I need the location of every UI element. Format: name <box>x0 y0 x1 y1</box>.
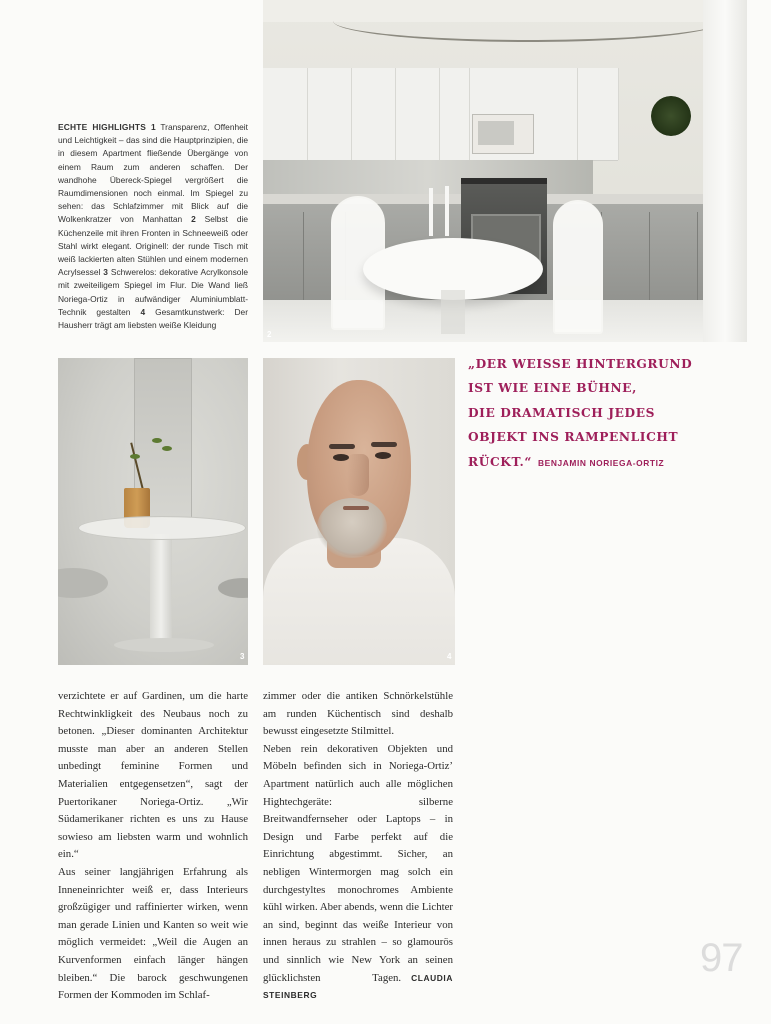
photo-number-3: 3 <box>240 652 245 661</box>
kitchen-photo <box>263 0 747 342</box>
caption-3-number: 3 <box>103 267 111 278</box>
portrait-brow-left <box>329 444 355 449</box>
stool-left <box>58 568 108 598</box>
plant-leaf <box>162 446 172 451</box>
body-paragraph: Aus seiner langjährigen Erfahrung als Inneneinrichter weiß er, dass Interieurs großzügiger und raffinierter wirken, wenn man gerade Linien und Kanten so weit wie möglich vermeidet: „Weil die Augen an Kurvenformen einfach länger hängen bleiben.“ Die barock geschwungenen Formen der Kommoden im Schlaf- <box>58 865 248 1002</box>
quote-line-2: IST WIE EINE BÜHNE, <box>468 381 637 396</box>
kitchen-chair-right <box>553 200 603 334</box>
body-paragraph: verzichtete er auf Gardinen, um die harte Rechtwinkligkeit des Neubaus noch zu betonen. „Dieser dominanten Architektur musste man aber an anderen Stellen unbedingt feminine Formen und Materialien entgegensetzen“, sagt der Puertorikaner Noriega-Ortiz. „Wir Südamerikaner richten es uns zu Hause sowieso am liebsten warm und wohnlich ein.“ <box>58 690 248 861</box>
plant-leaf <box>152 438 162 443</box>
captions-label: ECHTE HIGHLIGHTS <box>58 122 151 132</box>
portrait-eye-right <box>375 452 391 459</box>
quote-line-5-text: RÜCKT.“ <box>468 454 532 469</box>
body-paragraph-text: Neben rein dekorativen Objekten und Möbeln befinden sich in Noriega-Ortiz’ Apartment natürlich auch alle möglichen Hightechgeräte: silberne Breitwandfernseher oder Laptops – in Design und Farbe perfekt auf die Einrichtung abgestimmt. Sicher, an nebligen Wintermorgen mag solch ein durchgestyltes monochromes Ambiente kühl wirken. Aber abends, wenn die Lichter an sind, beginnt das weiße Interieur von innen heraus zu strahlen – so glamourös und sinnlich wie New York an seinen glücklichsten Tagen. <box>263 742 453 984</box>
quote-line-5 <box>468 450 758 475</box>
photo-number-2: 2 <box>267 330 272 339</box>
table-base <box>114 638 214 652</box>
caption-4-number: 4 <box>140 306 156 317</box>
portrait-brow-right <box>371 442 397 447</box>
stool-right <box>218 578 248 598</box>
kitchen-curtain <box>703 0 747 342</box>
caption-4-text: Gesamtkunstwerk: Der Hausherr trägt am liebsten weiße Kleidung <box>58 306 248 331</box>
caption-1-text: Transparenz, Offenheit und Leichtigkeit – das sind die Hauptprinzipien, die in diesem Apartment fließende Übergänge von einem Raum zum anderen schaffen. Der wandhohe Übereck-Spiegel vergrößert die Raumdimensionen noch einmal. Im Spiegel zu sehen: das Schlafzimmer mit Blick auf die Wolkenkratzer von Manhattan <box>58 122 248 225</box>
table-pedestal <box>150 534 172 644</box>
author-signature: CLAUDIA STEINBERG <box>263 972 453 1001</box>
quote-line-3: DIE DRAMATISCH JEDES <box>468 405 655 420</box>
pull-quote <box>468 352 758 475</box>
page-number: 97 <box>700 936 743 980</box>
kitchen-light-track <box>333 0 723 42</box>
body-column-1 <box>58 688 248 1005</box>
body-paragraph <box>263 741 453 1005</box>
portrait-mouth <box>343 506 369 510</box>
kitchen-table-leg <box>441 290 465 334</box>
plant-leaf <box>130 454 140 459</box>
quote-author: BENJAMIN NORIEGA-ORTIZ <box>538 457 665 468</box>
caption-2-number: 2 <box>191 214 205 225</box>
quote-line-1: „DER WEISSE HINTERGRUND <box>468 357 693 371</box>
console-table-photo <box>58 358 248 665</box>
portrait-photo <box>263 358 455 665</box>
candle-right <box>445 186 449 236</box>
photo-captions <box>58 121 248 332</box>
photo-number-4: 4 <box>447 652 452 661</box>
caption-1-number: 1 <box>150 122 161 132</box>
acrylic-tabletop <box>78 516 246 540</box>
kitchen-upper-cabinets <box>263 68 618 161</box>
portrait-nose <box>347 454 369 496</box>
kitchen-microwave <box>472 114 534 154</box>
caption-3-text: Schwerelos: dekorative Acrylkonsole mit zweiteiligem Spiegel im Flur. Die Wand ließ Noriega-Ortiz in aufwändiger Aluminiumblatt-Technik gestalten <box>58 267 248 317</box>
body-paragraph: zimmer oder die antiken Schnörkelstühle am runden Küchentisch sind deshalb bewusst eingesetzte Stilmittel. <box>263 690 453 738</box>
caption-2-text: Selbst die Küchenzeile mit ihren Fronten in Schneeweiß oder Stahl wirkt elegant. Originell: der runde Tisch mit weiß lackierten alten Stühlen und einem modernen Acrylsessel <box>58 214 248 278</box>
body-column-2 <box>263 688 453 1005</box>
kitchen-plant <box>651 96 691 136</box>
quote-line-4: OBJEKT INS RAMPENLICHT <box>468 430 679 445</box>
candle-left <box>429 188 433 236</box>
